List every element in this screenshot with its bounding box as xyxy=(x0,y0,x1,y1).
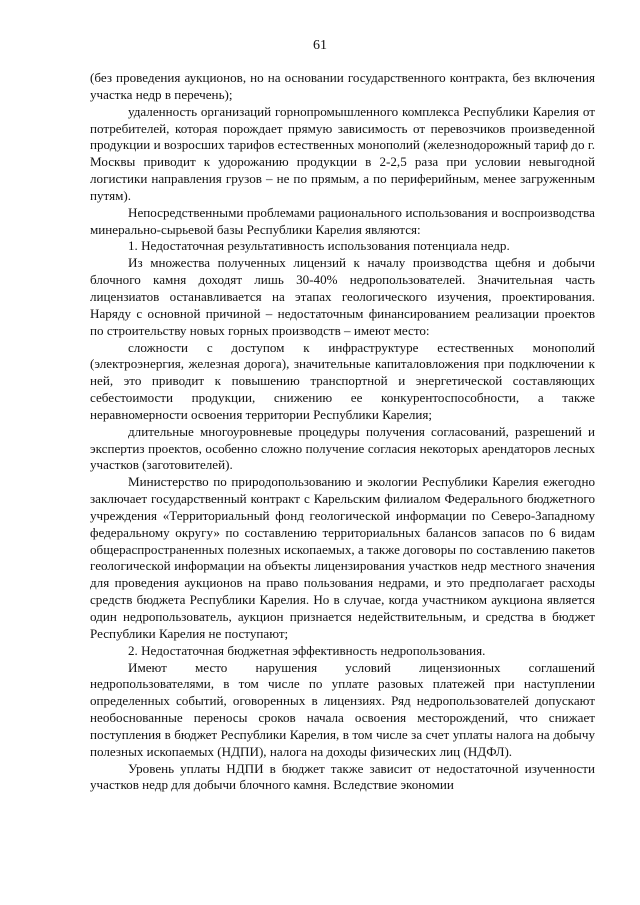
paragraph: (без проведения аукционов, но на основании государственного контракта, без включения участка недр в перечень); xyxy=(90,70,595,102)
paragraph: 2. Недостаточная бюджетная эффективность недропользования. xyxy=(128,642,486,658)
body-text xyxy=(90,70,595,794)
paragraph: Из множества полученных лицензий к началу производства щебня и добычи блочного камня доходят лишь 30-40% недропользователей. Значительная часть лицензиатов останавливается на этапах геологического изучения, проектирования. Наряду с основной причиной – недостаточным финансированием реализации проектов по строительству новых горных производств – имеют место: xyxy=(90,255,595,338)
paragraph: Министерство по природопользованию и экологии Республики Карелия ежегодно заключает государственный контракт с Карельским филиалом Федерального бюджетного учреждения «Территориальный фонд геологической информации по Северо-Западному федеральному округу» по составлению территориальных балансов запасов по 6 видам общераспространенных полезных ископаемых, а также договоры по составлению пакетов геологической информации на объекты лицензирования участков недр местного значения для проведения аукционов на право пользования недрами, и это предполагает расходы средств бюджета Республики Карелия. Но в случае, когда участником аукциона является один недропользователь, аукцион признается недействительным, и средства в бюджет Республики Карелия не поступают; xyxy=(90,474,595,641)
paragraph: Непосредственными проблемами рационального использования и воспроизводства минерально-сырьевой базы Республики Карелия являются: xyxy=(90,204,595,237)
paragraph: Уровень уплаты НДПИ в бюджет также зависит от недостаточной изученности участков недр для добычи блочного камня. Вследствие экономии xyxy=(90,760,595,793)
paragraph: удаленность организаций горнопромышленного комплекса Республики Карелия от потребителей, которая порождает прямую зависимость от перевозчиков произведенной продукции и возросших тарифов естественных монополий (железнодорожный тариф до г. Москвы приводит к удорожанию продукции в 2-2,5 раза при условии невыгодной логистики направления грузов – не по прямым, а по периферийным, менее загруженным путям). xyxy=(90,103,595,203)
page-number: 61 xyxy=(313,38,327,53)
paragraph: 1. Недостаточная результативность использования потенциала недр. xyxy=(128,238,510,254)
paragraph: длительные многоуровневые процедуры получения согласований, разрешений и экспертиз проектов, особенно сложно получение согласия некоторых арендаторов лесных участков (заготовителей). xyxy=(90,423,595,473)
paragraph: Имеют место нарушения условий лицензионных соглашений недропользователями, в том числе по уплате разовых платежей при наступлении определенных событий, оговоренных в лицензиях. Ряд недропользователей допускают необоснованные переносы сроков начала освоения месторождений, что снижает поступления в бюджет Республики Карелия, в том числе за счет уплаты налога на добычу полезных ископаемых (НДПИ), налога на доходы физических лиц (НДФЛ). xyxy=(90,659,595,759)
paragraph: сложности с доступом к инфраструктуре естественных монополий (электроэнергия, железная дорога), значительные капиталовложения при подключении к ней, это приводит к повышению транспортной и энергетической составляющих себестоимости продукции, снижению ее конкурентоспособности, а также неравномерности освоения территории Республики Карелия; xyxy=(90,339,595,422)
